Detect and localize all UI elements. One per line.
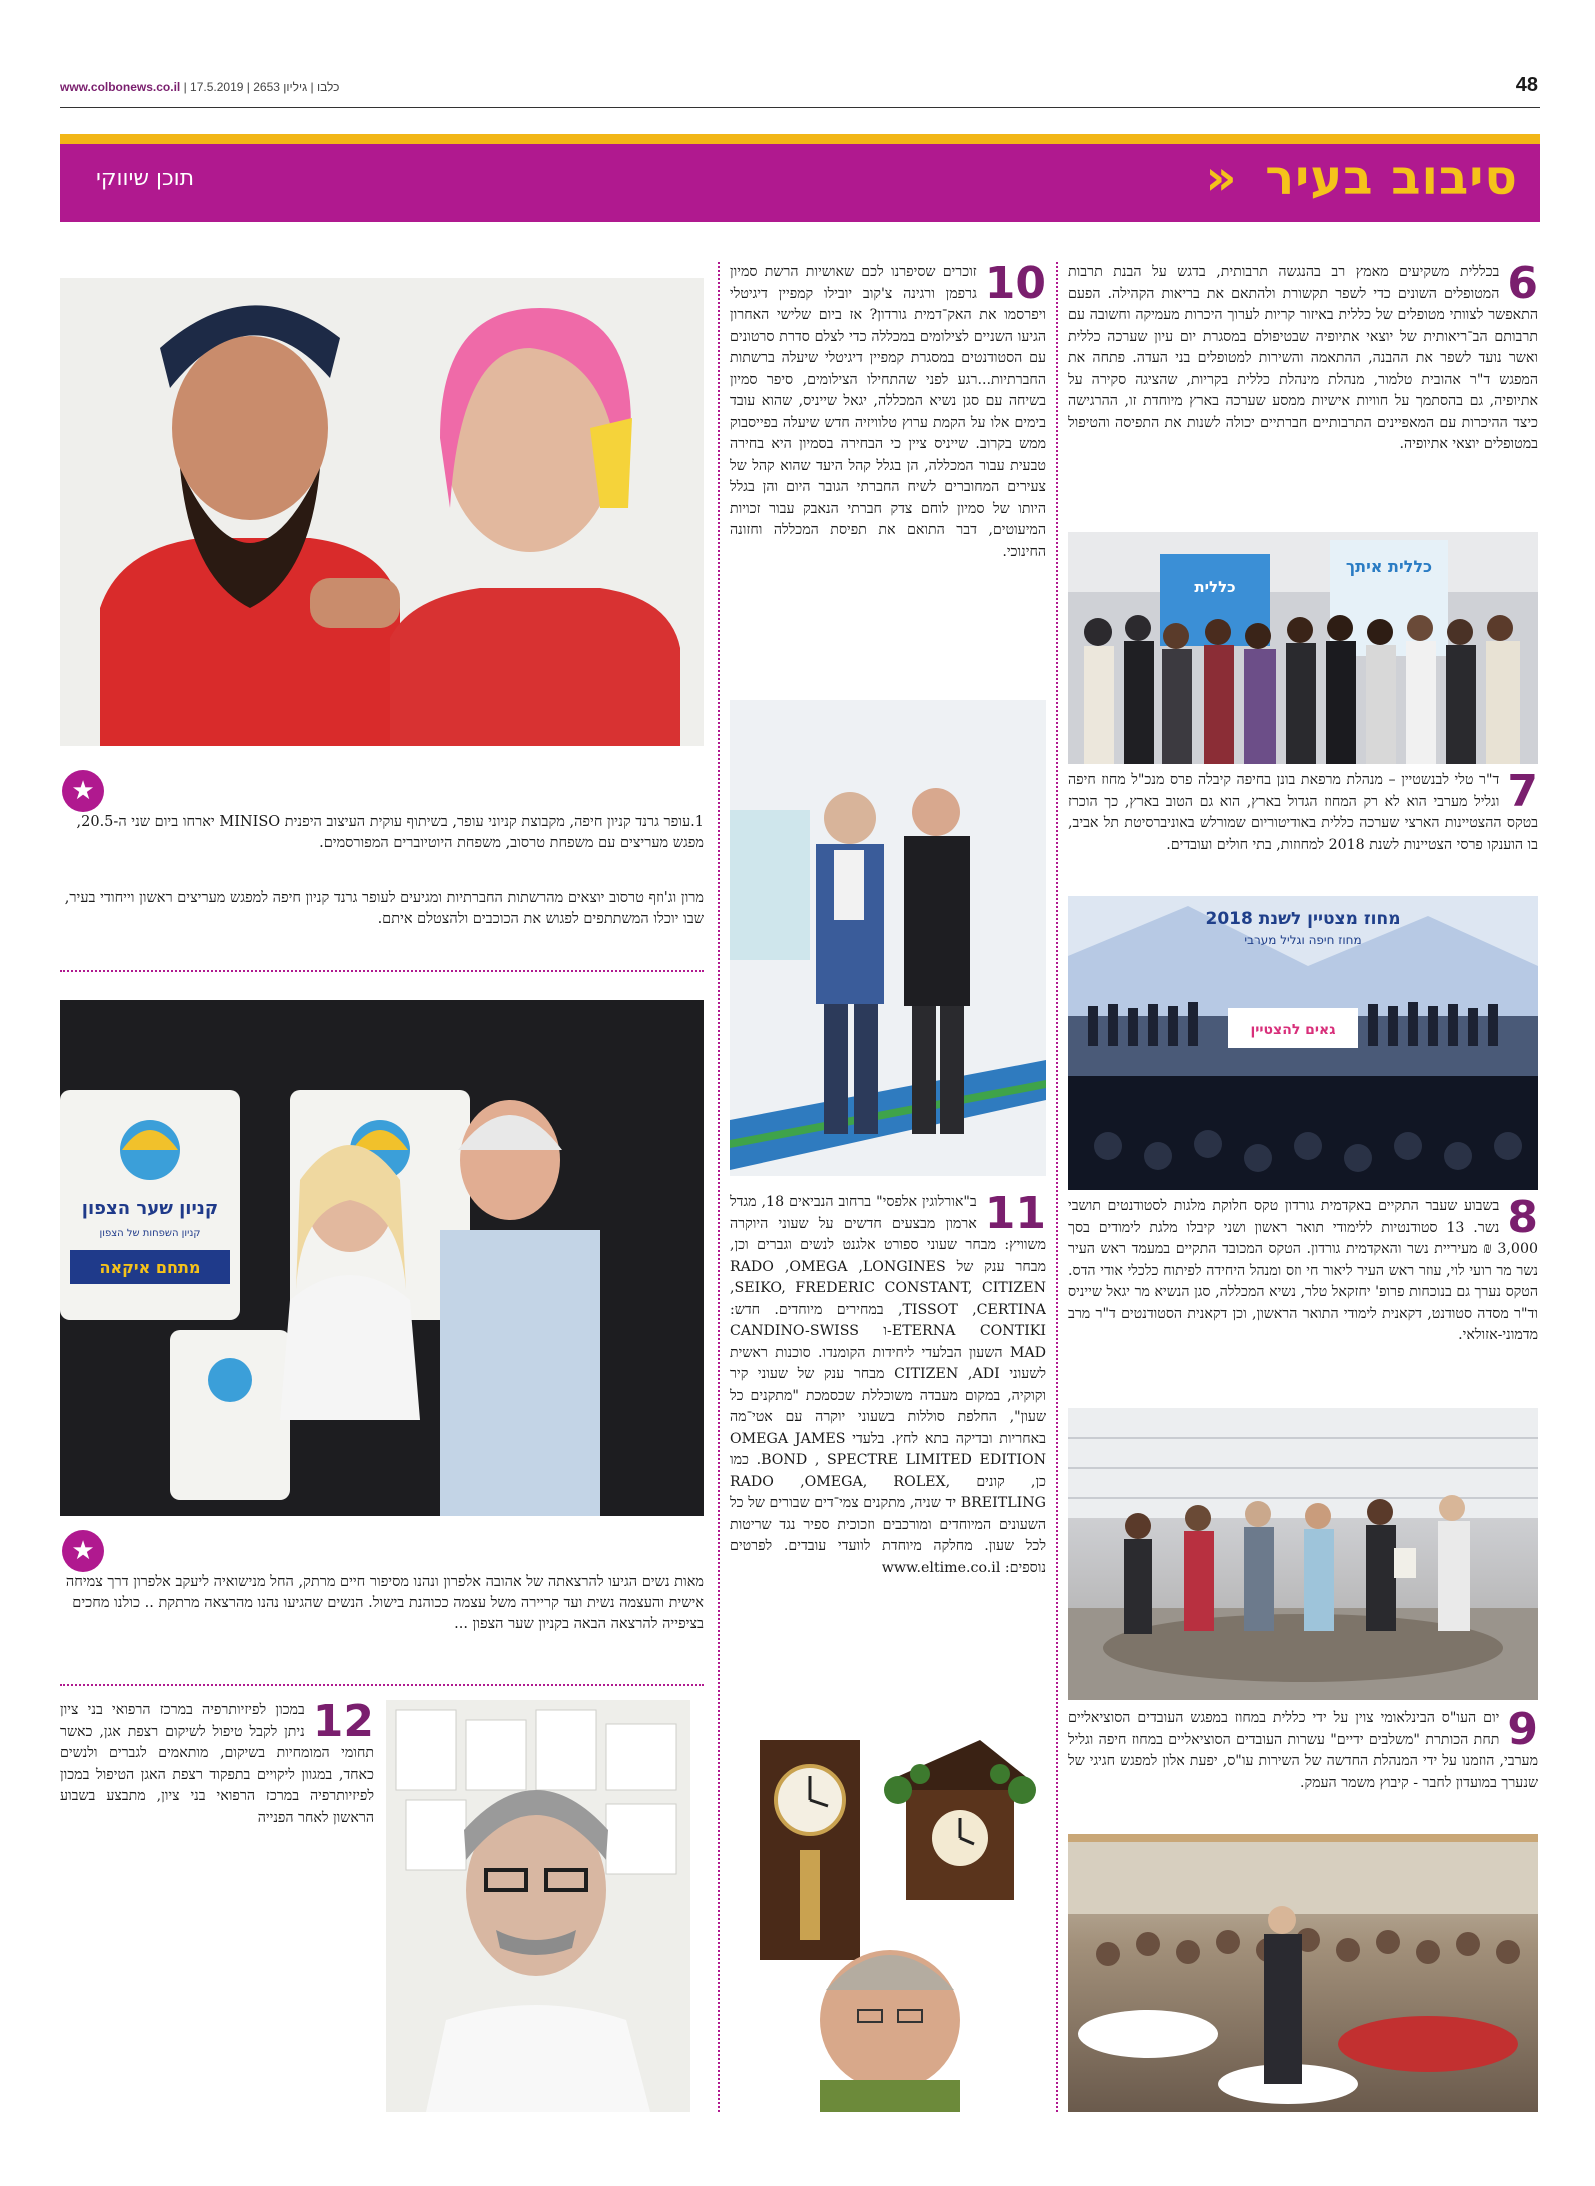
- cuckoo-roof: [890, 1740, 1030, 1790]
- arrows-icon: «: [1205, 150, 1238, 206]
- site-url[interactable]: www.colbonews.co.il: [60, 80, 181, 94]
- section-divider: [60, 1684, 704, 1686]
- star-badge-icon: ★: [62, 770, 104, 812]
- item-11: [730, 1192, 1046, 1704]
- booth-photo-illustration: [60, 1000, 704, 1516]
- man-face: [172, 336, 328, 520]
- item-text: בכללית משקיעים מאמץ רב בהנגשה תרבותית, בדגש על הבנת תרבות המטופלים השונים כדי לשפר תקשורת ולהתאם את בריאות הקהילה. הפעם התאפשר לצוותי מטופלים של כללית באיזור קריות לערוך היכרות מעמיקה וחשובה עם תרבותם הב־ריאותית של יוצאי אתיופיה שבטיפולם במסגרת יום עיון שערכה כללית ואשר נועד לשפר את ההבנה, ההתאמה והשירות למטופלים בני העדה. פתחה את המפגש ד"ר אהובית טלמור, מנהלת מינהלת כללית בקריות, שהציגה סקירה על אתיופיה, גם בהסתמך על חוויות אישיות ממסע שערכה בארץ מיוחדת זו, ההרגישה כיצד ההיכרות עם המאפיינים התרבותיים חברתיים יכולה לשנות את התפיסה והטיפול במטופלים יוצאי אתיופיה.: [1068, 264, 1538, 452]
- two-men-photo-illustration: [730, 700, 1046, 1176]
- woman-blouse: [280, 1275, 420, 1420]
- woman-shirt: [390, 588, 680, 746]
- group-photo-illustration: [1068, 532, 1538, 764]
- item-7: [1068, 770, 1538, 894]
- item-number: 7: [1507, 770, 1538, 817]
- item-number: 12: [312, 1700, 374, 1747]
- section-title-text: סיבוב בעיר: [1265, 150, 1518, 206]
- doctor-photo-illustration: [386, 1700, 690, 2112]
- item-text: במכון לפיזיותרפיה במרכז הרפואי בני ציון ניתן לקבל טיפול לשיקום רצפת אגן, כאשר תחומי המומחיות בשיקום, מותאמים לגברים ולנשים כאחד, במגוון ליקויים בתפקוד רצפת האגן הטיפול במכון לפיזיותרפיה במרכז הרפואי בני ציון, מתבצע בשבוע הראשון לאחר הפנייה: [60, 1702, 374, 1826]
- meeting-photo-illustration: [1068, 1408, 1538, 1700]
- stage-banner-text: גאים להצטיין: [1250, 1022, 1336, 1038]
- booth-brand: קניון שער הצפון: [81, 1198, 219, 1219]
- section-subtitle: תוכן שיווקי: [96, 166, 195, 191]
- photo-lecture-couple: [60, 1000, 704, 1516]
- item-6: [1068, 262, 1538, 530]
- page-number: 48: [1515, 74, 1538, 96]
- photo-semion-regina: [730, 700, 1046, 1176]
- speaker: [1264, 1934, 1302, 2084]
- section-title: [1206, 150, 1519, 206]
- item-text: בשבוע שעבר התקיים באקדמית גורדון טקס חלוקת מלגות לסטודנטים תושבי נשר. 13 סטודנטיות ללימודי תואר ראשון ושני קיבלו מלגת לימודים בסך 3,000 ₪ מעיריית נשר והאקדמית גורדון. הטקס המכובד התקיים במעמד ראש העיר נשר מר רועי לוי, עוזר ראש העיר ליאור חי וזס ומנהל היחידה לפיתוח כלכלי אודי הדס. הטקס נערך גם בנוכחות פרופ' יחזקאל טלר, נשיא המכללה, סגן הנשיא מר יגאל שייניס וד"ר מסדה סטודנט, דקאנית לימודי התואר הראשון, וכן דקאנית הסטודנטים ד"ר מרב מדמוני-אזולאי.: [1068, 1198, 1538, 1343]
- item-text: ד"ר טלי לבנשטיין – מנהלת מרפאת בונן בחיפה קיבלה פרס מנכ"ל מחוז חיפה וגליל מערבי הוא לא רק המחוז הגדול בארץ, הוא גם הטוב בארץ, כך הוכרז בטקס ההצטיינות הארצי שערכה כללית באודיטוריום שמורלש באוניברסיטת תל אביב, בו הוענקו פרסי הצטיינות לשנת 2018 למחוזות, בתי חולים ועובדים.: [1068, 772, 1538, 853]
- clocks-illustration: [730, 1720, 1046, 2112]
- folio-meta: [60, 80, 339, 94]
- lecture-caption: מאות נשים הגיעו להרצאתה של אהובה אלפרון ונהנו מסיפור חיים מרתק, החל מנישואיה ליעקב אלפרון דרך צמיחה אישית והעצמה נשית ועד קריירה משל עצמה ככוהנת בישול. הנשים שהגיעו נהנו מהרצאה מרתקת .. כולנו מחכים בציפייה להרצאה הבאה בקניון שער הצפון ...: [65, 1574, 704, 1632]
- section-banner: [60, 144, 1540, 222]
- issue-info: | כלבו | גיליון 2653 | 17.5.2019: [183, 80, 340, 94]
- item-10: [730, 262, 1046, 682]
- couple-photo-illustration: [60, 278, 704, 746]
- item-number: 8: [1507, 1196, 1538, 1243]
- stage-title: מחוז מצטיין לשנת 2018: [1205, 909, 1401, 929]
- photo-clocks: [730, 1720, 1046, 2112]
- item-9: [1068, 1708, 1538, 1828]
- booth-tagline: קניון השפחות של הצפון: [99, 1228, 201, 1239]
- doctor-coat: [426, 2005, 650, 2112]
- hall-photo-illustration: [1068, 1834, 1538, 2112]
- sign-text-2: כללית: [1194, 578, 1236, 596]
- banner-accent: [60, 134, 1540, 144]
- item-number: 11: [984, 1192, 1046, 1239]
- stage-photo-illustration: [1068, 896, 1538, 1190]
- star-badge-icon: ★: [62, 1530, 104, 1572]
- item-text: זוכרים שסיפרנו לכם שאושיות הרשת סמיון גרפמן ורגינה צ'קוב יובילו קמפיין דיגיטלי ויפרסמו את האק־דמית גורדון? אז ביום שלישי האחרון הגיעו השניים לצילומים במכללה כדי לצלם סדרת סרטונים עם הסטודנטים במסגרת קמפיין דיגיטלי שיעלה ברשתות החברתיות...רגע לפני שהתחילו הצילומים, סיפר סמיון בשיחה עם סגן נשיא המכללה, יגאל שייניס, שהוא עובד בימים אלו על הקמת ערוץ טלוויזיה חדש שיעלה בפייסבוק ממש בקרוב. שייניס ציין כי הבחירה בסמיון היא בחירה טבעית עבור המכללה, הן בגלל קהל היעד שהוא קהל של צעירים המחוברים לשיח החברתי הגובר היום והן בגלל היותו של סמיון לוחם צדק חברתי הנאבק עבור זכויות המיעוטים, דבר התואם את תפיסת המכללה וחזונה החינוכי.: [730, 264, 1046, 560]
- man-shirt: [440, 1230, 600, 1516]
- item-number: 9: [1507, 1708, 1538, 1755]
- item-number: 6: [1507, 262, 1538, 309]
- booth-sub: מתחם איקאה: [99, 1258, 201, 1277]
- miniso-caption-1: 1.עופר גרנד קניון חיפה, מקבוצת קניוני עופר, בשיתוף עוקית העיצוב היפנית MINISO יארחו ביום שני ה-20.5, מפגש מעריצים עם משפחת טרסוב, משפחת היוטיוברים המפורסמים.: [76, 814, 704, 851]
- item-12: [60, 1700, 374, 1860]
- item-text: יום העו"ס הבינלאומי צוין על ידי כללית במחוז במפגש העובדים הסוציאליים תחת הכותרת "משלבים ידיים" עשרות העובדים הסוציאליים במחוז חיפה וגליל מערבי, הוזמנו על ידי המנהלת החדשה של השירות עו"ס, יפעת אלון למפגש חגיגי של שנערך במועדון לחבר - קיבוץ משמר העמק.: [1068, 1710, 1538, 1791]
- item-number: 10: [984, 262, 1046, 309]
- miniso-caption-2: מרון וג'וזף טרסוב יוצאים מהרשתות החברתיות ומגיעים לעופר גרנד קניון חיפה למפגש מעריצים ראשון וייחודי בעיר, שבו יוכלו המשתתפים לפגוש את הכוכבים ולהצטלם איתם.: [64, 890, 704, 927]
- stage-subtitle: מחוז חיפה וגליל מערבי: [1244, 933, 1362, 947]
- photo-tarasov-family: [60, 278, 704, 746]
- item-8: [1068, 1196, 1538, 1406]
- photo-award-stage: [1068, 896, 1538, 1190]
- page-folio: [60, 74, 1540, 108]
- photo-physiotherapist: [386, 1700, 690, 2112]
- photo-scholarship-ceremony: [1068, 1408, 1538, 1700]
- column-divider-left: [718, 262, 720, 2112]
- column-divider-right: [1056, 262, 1058, 2112]
- section-divider: [60, 970, 704, 972]
- item-text: ב"אורלוגין אלפסי" ברחוב הנביאים 18, מגדל ארמון מבצעים חדשים על שעוני היוקרה משוויץ: מבחר שעוני ספורט אלגנט לנשים וגברים וכן, מבחר ענק של RADO ,OMEGA ,LONGINES ,SEIKO, FREDERIC CONSTANT, CITIZEN ,TISSOT ,CERTINA במחירים מיוחדים. חדש: ETERNA CONTIKI-ו CANDINO-SWISS MAD השעון הבלעדי ליחידות הקומנדו. סוכנות ראשית לשעוני CITIZEN ,ADI מבחר ענק של שעוני קיר וקוקיה, במקום מעבדה משוכללת שכסמכת "מתקנים כל שעון", החלפת סוללות בשעוני יוקרה עם אטי־מה באחריות ובדיקה בתא לחץ. בלעדי OMEGA JAMES BOND , SPECTRE LIMITED EDITION. כמו כן, קונים RADO ,OMEGA, ROLEX, BREITLING יד שניה, מתקנים צמי־דים שבורים של כל השעונים המיוחדים ומורכבים וזכוכית ספיר נגד שריטות לכל שעון. מחלקה מיוחדת לוועדי עובדים. לפרטים נוספים: www.eltime.co.il: [730, 1194, 1046, 1576]
- sign-text-1: כללית איתך: [1345, 557, 1433, 576]
- photo-ethiopia-group: [1068, 532, 1538, 764]
- photo-social-workers-event: [1068, 1834, 1538, 2112]
